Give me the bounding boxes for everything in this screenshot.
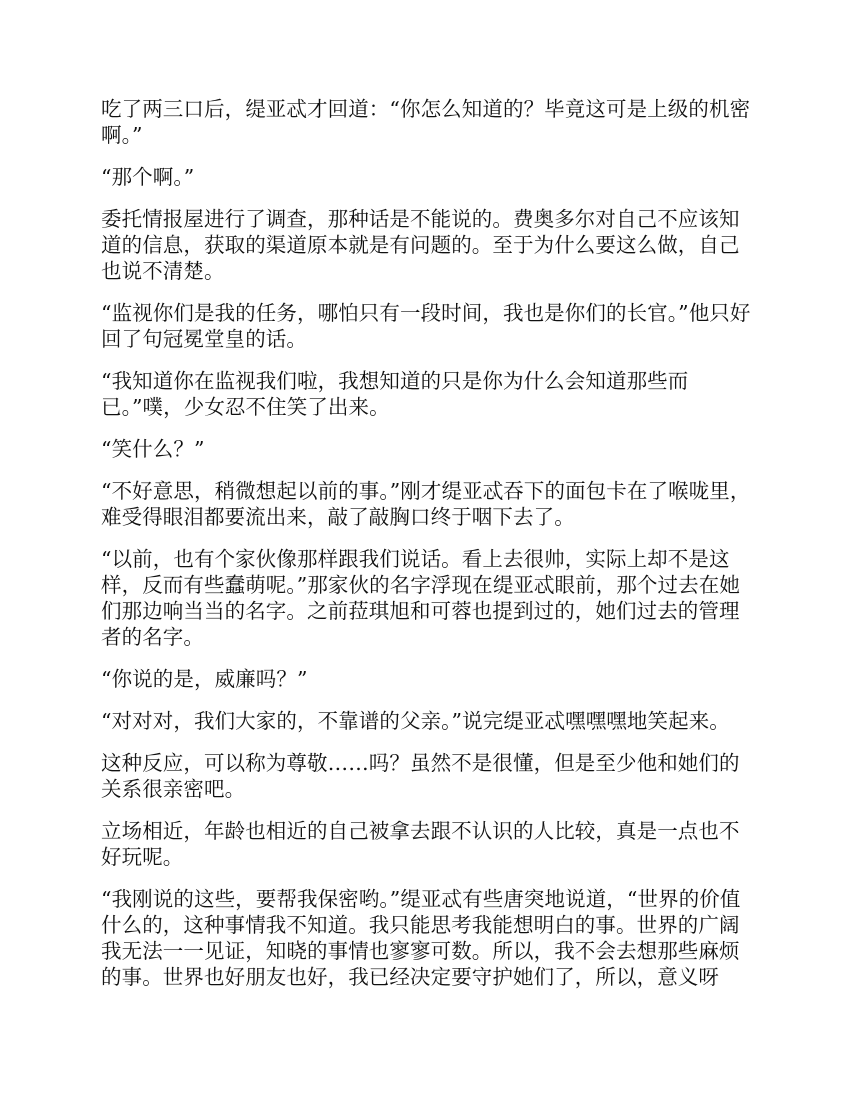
paragraph: “我知道你在监视我们啦，我想知道的只是你为什么会知道那些而已。”噗，少女忍不住笑了出来。 [101, 369, 689, 419]
document-page [101, 96, 751, 1006]
paragraph: “对对对，我们大家的，不靠谱的父亲。”说完缇亚忒嘿嘿嘿地笑起来。 [101, 709, 730, 733]
paragraph: 吃了两三口后，缇亚忒才回道：“你怎么知道的？毕竟这可是上级的机密啊。” [101, 97, 751, 147]
paragraph: “以前，也有个家伙像那样跟我们说话。看上去很帅，实际上却不是这样，反而有些蠢萌呢。”那家伙的名字浮现在缇亚忒眼前，那个过去在她们那边响当当的名字。之前菈琪旭和可蓉也提到过的，她们过去的管理者的名字。 [101, 547, 740, 649]
paragraph: 委托情报屋进行了调查，那种话是不能说的。费奥多尔对自己不应该知道的信息，获取的渠道原本就是有问题的。至于为什么要这么做，自己也说不清楚。 [101, 207, 740, 283]
paragraph: “笑什么？” [101, 437, 205, 461]
paragraph: “那个啊。” [101, 165, 195, 189]
paragraph: “不好意思，稍微想起以前的事。”刚才缇亚忒吞下的面包卡在了喉咙里，难受得眼泪都要流出来，敲了敲胸口终于咽下去了。 [101, 479, 751, 529]
paragraph: 这种反应，可以称为尊敬……吗？虽然不是很懂，但是至少他和她们的关系很亲密吧。 [101, 751, 740, 801]
paragraph: “监视你们是我的任务，哪怕只有一段时间，我也是你们的长官。”他只好回了句冠冕堂皇的话。 [101, 301, 751, 351]
paragraph: “我刚说的这些，要帮我保密哟。”缇亚忒有些唐突地说道，“世界的价值什么的，这种事情我不知道。我只能思考我能想明白的事。世界的广阔我无法一一见证，知晓的事情也寥寥可数。所以，我不会去想那些麻烦的事。世界也好朋友也好，我已经决定要守护她们了，所以，意义呀 [101, 887, 741, 989]
paragraph: “你说的是，威廉吗？” [101, 667, 308, 691]
paragraph: 立场相近，年龄也相近的自己被拿去跟不认识的人比较，真是一点也不好玩呢。 [101, 819, 740, 869]
